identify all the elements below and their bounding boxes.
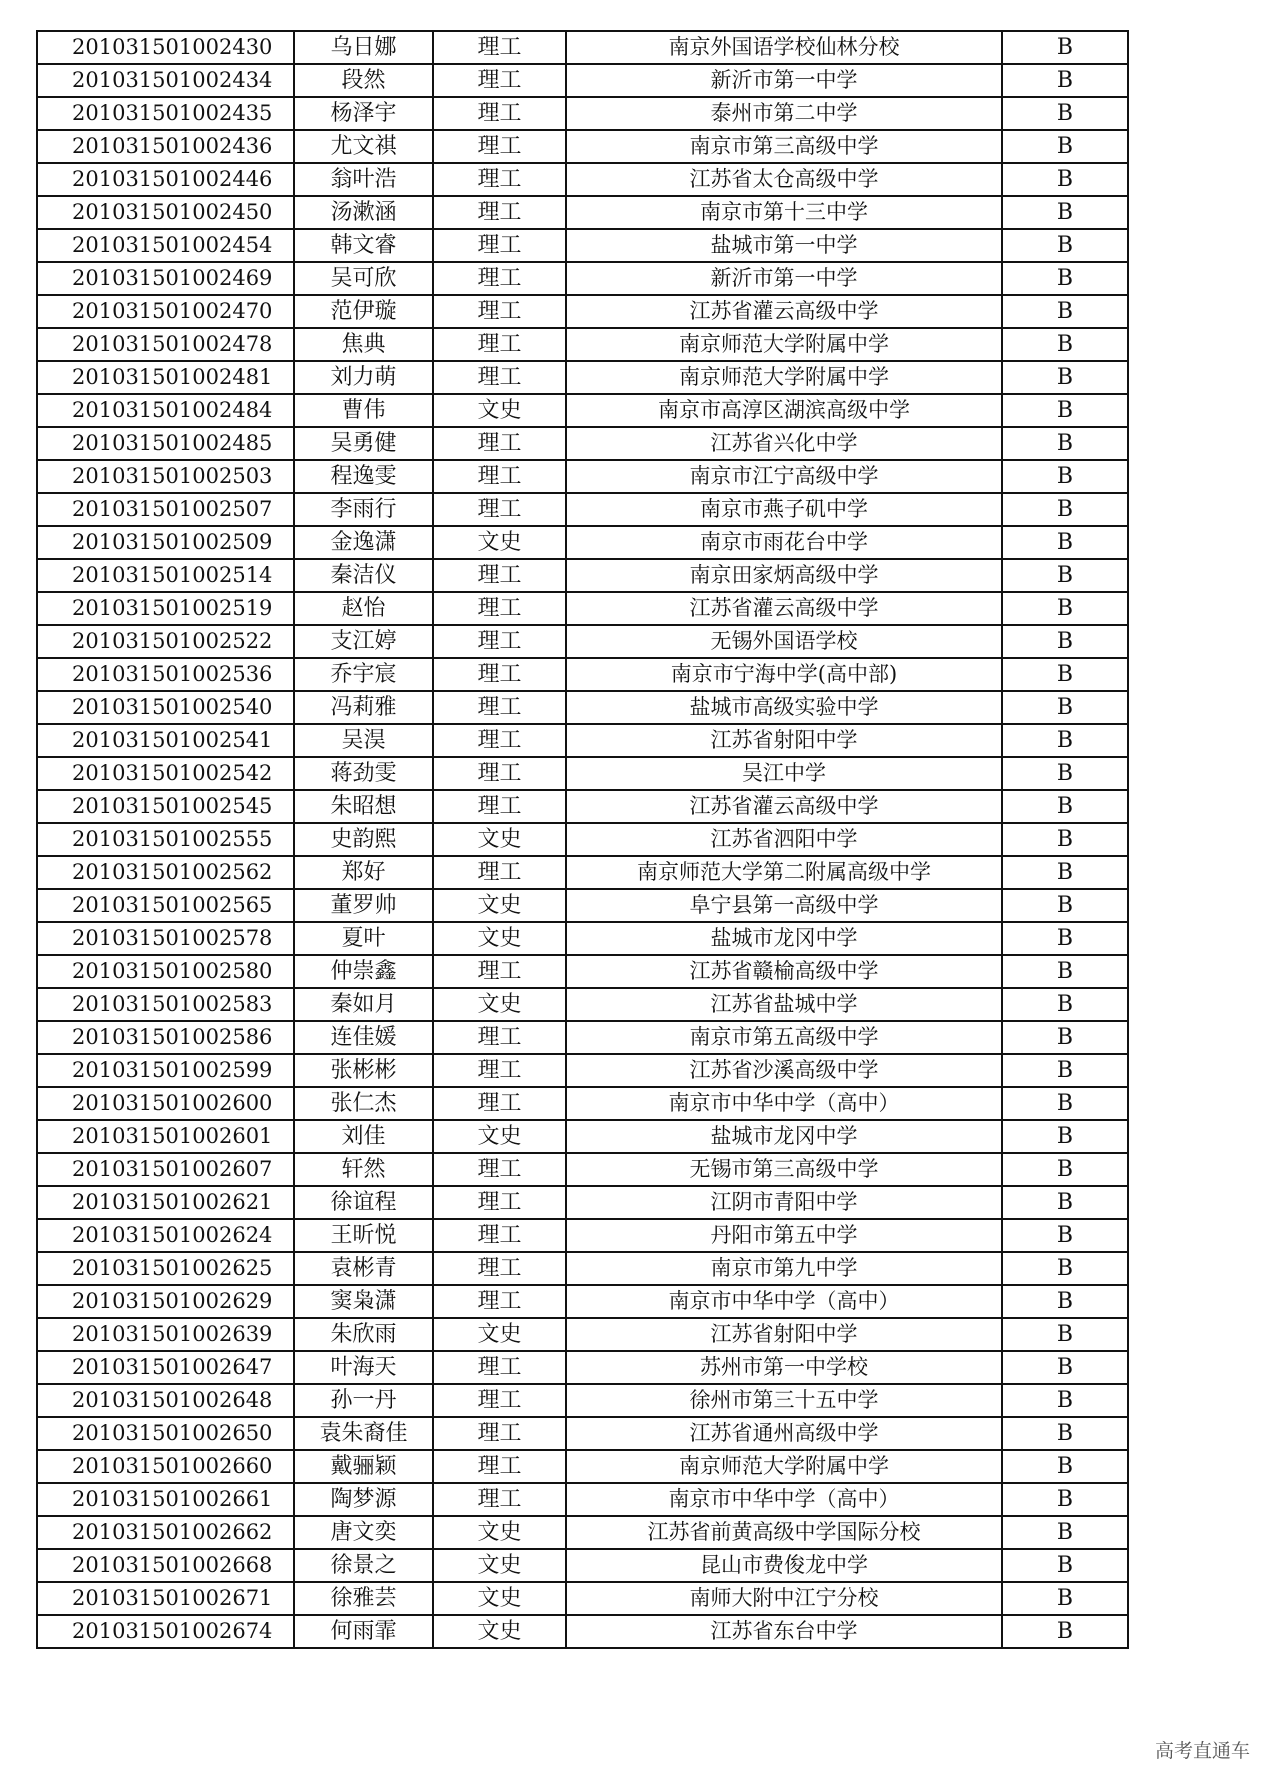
student-id-cell: 201031501002600 [37, 1087, 294, 1120]
school-name-cell: 南京师范大学附属中学 [566, 1450, 1002, 1483]
student-id-cell: 201031501002660 [37, 1450, 294, 1483]
school-name-cell: 江苏省前黄高级中学国际分校 [566, 1516, 1002, 1549]
table-row [37, 196, 1128, 229]
student-name-cell: 程逸雯 [294, 460, 433, 493]
subject-category-cell: 文史 [433, 1549, 566, 1582]
student-id-cell: 201031501002629 [37, 1285, 294, 1318]
grade-cell: B [1002, 1186, 1128, 1219]
table-row [37, 163, 1128, 196]
school-name-cell: 江苏省射阳中学 [566, 724, 1002, 757]
subject-category-cell: 理工 [433, 757, 566, 790]
grade-cell: B [1002, 1318, 1128, 1351]
grade-cell: B [1002, 559, 1128, 592]
grade-cell: B [1002, 1153, 1128, 1186]
grade-cell: B [1002, 295, 1128, 328]
grade-cell: B [1002, 1483, 1128, 1516]
student-name-cell: 段然 [294, 64, 433, 97]
student-name-cell: 焦典 [294, 328, 433, 361]
student-name-cell: 轩然 [294, 1153, 433, 1186]
student-id-cell: 201031501002601 [37, 1120, 294, 1153]
student-name-cell: 连佳媛 [294, 1021, 433, 1054]
subject-category-cell: 理工 [433, 361, 566, 394]
school-name-cell: 南京市中华中学（高中） [566, 1087, 1002, 1120]
student-id-cell: 201031501002540 [37, 691, 294, 724]
student-name-cell: 李雨行 [294, 493, 433, 526]
school-name-cell: 南师大附中江宁分校 [566, 1582, 1002, 1615]
student-id-cell: 201031501002484 [37, 394, 294, 427]
student-id-cell: 201031501002555 [37, 823, 294, 856]
student-id-cell: 201031501002507 [37, 493, 294, 526]
grade-cell: B [1002, 1285, 1128, 1318]
table-row [37, 328, 1128, 361]
school-name-cell: 丹阳市第五中学 [566, 1219, 1002, 1252]
student-name-cell: 翁叶浩 [294, 163, 433, 196]
school-name-cell: 南京市燕子矶中学 [566, 493, 1002, 526]
subject-category-cell: 理工 [433, 295, 566, 328]
grade-cell: B [1002, 1219, 1128, 1252]
student-name-cell: 徐谊程 [294, 1186, 433, 1219]
grade-cell: B [1002, 493, 1128, 526]
grade-cell: B [1002, 163, 1128, 196]
table-row [37, 1384, 1128, 1417]
grade-cell: B [1002, 955, 1128, 988]
grade-cell: B [1002, 658, 1128, 691]
student-id-cell: 201031501002430 [37, 31, 294, 64]
table-row [37, 130, 1128, 163]
school-name-cell: 盐城市龙冈中学 [566, 1120, 1002, 1153]
table-row [37, 1351, 1128, 1384]
subject-category-cell: 理工 [433, 1450, 566, 1483]
grade-cell: B [1002, 922, 1128, 955]
school-name-cell: 江苏省东台中学 [566, 1615, 1002, 1648]
student-name-cell: 刘力萌 [294, 361, 433, 394]
subject-category-cell: 理工 [433, 1351, 566, 1384]
subject-category-cell: 理工 [433, 1087, 566, 1120]
subject-category-cell: 理工 [433, 31, 566, 64]
grade-cell: B [1002, 229, 1128, 262]
student-id-cell: 201031501002580 [37, 955, 294, 988]
subject-category-cell: 理工 [433, 658, 566, 691]
student-name-cell: 刘佳 [294, 1120, 433, 1153]
school-name-cell: 江苏省沙溪高级中学 [566, 1054, 1002, 1087]
table-row [37, 1450, 1128, 1483]
grade-cell: B [1002, 328, 1128, 361]
table-row [37, 757, 1128, 790]
subject-category-cell: 理工 [433, 1417, 566, 1450]
table-row [37, 394, 1128, 427]
grade-cell: B [1002, 1351, 1128, 1384]
subject-category-cell: 理工 [433, 1285, 566, 1318]
school-name-cell: 南京师范大学附属中学 [566, 328, 1002, 361]
school-name-cell: 无锡外国语学校 [566, 625, 1002, 658]
student-name-cell: 蒋劲雯 [294, 757, 433, 790]
grade-cell: B [1002, 262, 1128, 295]
grade-cell: B [1002, 427, 1128, 460]
student-name-cell: 吴勇健 [294, 427, 433, 460]
student-id-cell: 201031501002541 [37, 724, 294, 757]
school-name-cell: 南京师范大学第二附属高级中学 [566, 856, 1002, 889]
table-row [37, 1252, 1128, 1285]
student-id-cell: 201031501002509 [37, 526, 294, 559]
watermark-text: 高考直通车 [1154, 1740, 1250, 1762]
school-name-cell: 江苏省灌云高级中学 [566, 790, 1002, 823]
student-id-cell: 201031501002624 [37, 1219, 294, 1252]
table-row [37, 1087, 1128, 1120]
grade-cell: B [1002, 361, 1128, 394]
grade-cell: B [1002, 889, 1128, 922]
student-name-cell: 戴骊颖 [294, 1450, 433, 1483]
subject-category-cell: 理工 [433, 1252, 566, 1285]
grade-cell: B [1002, 1384, 1128, 1417]
student-id-cell: 201031501002668 [37, 1549, 294, 1582]
grade-cell: B [1002, 1120, 1128, 1153]
table-row [37, 1186, 1128, 1219]
school-name-cell: 南京市中华中学（高中） [566, 1483, 1002, 1516]
student-id-cell: 201031501002586 [37, 1021, 294, 1054]
subject-category-cell: 文史 [433, 1516, 566, 1549]
table-row [37, 1153, 1128, 1186]
grade-cell: B [1002, 526, 1128, 559]
table-row [37, 1054, 1128, 1087]
student-name-cell: 韩文睿 [294, 229, 433, 262]
table-row [37, 790, 1128, 823]
subject-category-cell: 理工 [433, 1153, 566, 1186]
subject-category-cell: 理工 [433, 592, 566, 625]
school-name-cell: 南京市第五高级中学 [566, 1021, 1002, 1054]
table-row [37, 1549, 1128, 1582]
student-name-cell: 曹伟 [294, 394, 433, 427]
student-name-cell: 杨泽宇 [294, 97, 433, 130]
grade-cell: B [1002, 724, 1128, 757]
grade-cell: B [1002, 988, 1128, 1021]
table-row [37, 889, 1128, 922]
table-row [37, 625, 1128, 658]
school-name-cell: 南京市中华中学（高中） [566, 1285, 1002, 1318]
subject-category-cell: 理工 [433, 1219, 566, 1252]
student-id-cell: 201031501002599 [37, 1054, 294, 1087]
student-name-cell: 朱欣雨 [294, 1318, 433, 1351]
school-name-cell: 盐城市第一中学 [566, 229, 1002, 262]
school-name-cell: 无锡市第三高级中学 [566, 1153, 1002, 1186]
subject-category-cell: 文史 [433, 1582, 566, 1615]
grade-cell: B [1002, 1516, 1128, 1549]
subject-category-cell: 文史 [433, 889, 566, 922]
table-row [37, 592, 1128, 625]
student-id-cell: 201031501002522 [37, 625, 294, 658]
student-name-cell: 夏叶 [294, 922, 433, 955]
table-row [37, 559, 1128, 592]
grade-cell: B [1002, 1021, 1128, 1054]
subject-category-cell: 文史 [433, 1615, 566, 1648]
table-row [37, 1615, 1128, 1648]
subject-category-cell: 理工 [433, 493, 566, 526]
table-row [37, 97, 1128, 130]
student-name-cell: 郑好 [294, 856, 433, 889]
student-id-cell: 201031501002469 [37, 262, 294, 295]
table-row [37, 1582, 1128, 1615]
table-row [37, 955, 1128, 988]
subject-category-cell: 文史 [433, 526, 566, 559]
subject-category-cell: 理工 [433, 724, 566, 757]
student-name-cell: 吴淏 [294, 724, 433, 757]
grade-cell: B [1002, 394, 1128, 427]
school-name-cell: 南京市第十三中学 [566, 196, 1002, 229]
school-name-cell: 江苏省泗阳中学 [566, 823, 1002, 856]
school-name-cell: 江阴市青阳中学 [566, 1186, 1002, 1219]
table-row [37, 988, 1128, 1021]
school-name-cell: 苏州市第一中学校 [566, 1351, 1002, 1384]
subject-category-cell: 理工 [433, 229, 566, 262]
grade-cell: B [1002, 460, 1128, 493]
subject-category-cell: 理工 [433, 1186, 566, 1219]
grade-cell: B [1002, 1417, 1128, 1450]
student-name-cell: 窦枭潇 [294, 1285, 433, 1318]
student-name-cell: 张彬彬 [294, 1054, 433, 1087]
student-id-cell: 201031501002565 [37, 889, 294, 922]
subject-category-cell: 理工 [433, 328, 566, 361]
student-name-cell: 董罗帅 [294, 889, 433, 922]
student-name-cell: 唐文奕 [294, 1516, 433, 1549]
student-id-cell: 201031501002621 [37, 1186, 294, 1219]
student-id-cell: 201031501002650 [37, 1417, 294, 1450]
student-id-cell: 201031501002536 [37, 658, 294, 691]
student-id-cell: 201031501002562 [37, 856, 294, 889]
table-row [37, 1285, 1128, 1318]
school-name-cell: 江苏省灌云高级中学 [566, 592, 1002, 625]
student-id-cell: 201031501002450 [37, 196, 294, 229]
grade-cell: B [1002, 790, 1128, 823]
grade-cell: B [1002, 1054, 1128, 1087]
school-name-cell: 南京田家炳高级中学 [566, 559, 1002, 592]
student-name-cell: 张仁杰 [294, 1087, 433, 1120]
student-id-cell: 201031501002434 [37, 64, 294, 97]
school-name-cell: 吴江中学 [566, 757, 1002, 790]
school-name-cell: 南京师范大学附属中学 [566, 361, 1002, 394]
school-name-cell: 江苏省灌云高级中学 [566, 295, 1002, 328]
student-id-cell: 201031501002545 [37, 790, 294, 823]
table-row [37, 262, 1128, 295]
student-name-cell: 赵怡 [294, 592, 433, 625]
grade-cell: B [1002, 130, 1128, 163]
grade-cell: B [1002, 196, 1128, 229]
table-row [37, 1516, 1128, 1549]
student-name-cell: 仲崇鑫 [294, 955, 433, 988]
table-row [37, 922, 1128, 955]
student-id-cell: 201031501002514 [37, 559, 294, 592]
student-id-cell: 201031501002647 [37, 1351, 294, 1384]
grade-cell: B [1002, 757, 1128, 790]
school-name-cell: 江苏省太仓高级中学 [566, 163, 1002, 196]
grade-cell: B [1002, 31, 1128, 64]
school-name-cell: 阜宁县第一高级中学 [566, 889, 1002, 922]
student-name-cell: 汤漱涵 [294, 196, 433, 229]
subject-category-cell: 文史 [433, 394, 566, 427]
student-id-cell: 201031501002542 [37, 757, 294, 790]
subject-category-cell: 理工 [433, 460, 566, 493]
subject-category-cell: 理工 [433, 64, 566, 97]
school-name-cell: 南京市江宁高级中学 [566, 460, 1002, 493]
subject-category-cell: 理工 [433, 427, 566, 460]
student-id-cell: 201031501002485 [37, 427, 294, 460]
student-name-cell: 朱昭想 [294, 790, 433, 823]
subject-category-cell: 文史 [433, 823, 566, 856]
grade-cell: B [1002, 1615, 1128, 1648]
student-id-cell: 201031501002671 [37, 1582, 294, 1615]
student-id-cell: 201031501002583 [37, 988, 294, 1021]
student-id-cell: 201031501002519 [37, 592, 294, 625]
student-id-cell: 201031501002625 [37, 1252, 294, 1285]
student-name-cell: 秦如月 [294, 988, 433, 1021]
student-id-cell: 201031501002435 [37, 97, 294, 130]
table-row [37, 460, 1128, 493]
table-row [37, 1021, 1128, 1054]
table-row [37, 658, 1128, 691]
school-name-cell: 江苏省盐城中学 [566, 988, 1002, 1021]
subject-category-cell: 文史 [433, 1120, 566, 1153]
subject-category-cell: 文史 [433, 988, 566, 1021]
grade-cell: B [1002, 691, 1128, 724]
student-list-table [36, 30, 1129, 1649]
table-row [37, 1120, 1128, 1153]
student-name-cell: 史韵熙 [294, 823, 433, 856]
student-name-cell: 袁彬青 [294, 1252, 433, 1285]
school-name-cell: 徐州市第三十五中学 [566, 1384, 1002, 1417]
table-row [37, 856, 1128, 889]
subject-category-cell: 理工 [433, 559, 566, 592]
student-name-cell: 冯莉雅 [294, 691, 433, 724]
subject-category-cell: 理工 [433, 856, 566, 889]
table-row [37, 526, 1128, 559]
table-row [37, 823, 1128, 856]
grade-cell: B [1002, 64, 1128, 97]
school-name-cell: 南京市第九中学 [566, 1252, 1002, 1285]
grade-cell: B [1002, 823, 1128, 856]
student-name-cell: 金逸潇 [294, 526, 433, 559]
subject-category-cell: 理工 [433, 1483, 566, 1516]
student-id-cell: 201031501002674 [37, 1615, 294, 1648]
grade-cell: B [1002, 856, 1128, 889]
table-row [37, 31, 1128, 64]
school-name-cell: 新沂市第一中学 [566, 262, 1002, 295]
school-name-cell: 盐城市高级实验中学 [566, 691, 1002, 724]
student-id-cell: 201031501002607 [37, 1153, 294, 1186]
table-row [37, 427, 1128, 460]
school-name-cell: 南京市高淳区湖滨高级中学 [566, 394, 1002, 427]
student-id-cell: 201031501002446 [37, 163, 294, 196]
subject-category-cell: 文史 [433, 1318, 566, 1351]
table-row [37, 64, 1128, 97]
subject-category-cell: 文史 [433, 922, 566, 955]
table-row [37, 295, 1128, 328]
student-id-cell: 201031501002661 [37, 1483, 294, 1516]
student-id-cell: 201031501002481 [37, 361, 294, 394]
student-id-cell: 201031501002454 [37, 229, 294, 262]
student-name-cell: 乔宇宸 [294, 658, 433, 691]
school-name-cell: 昆山市费俊龙中学 [566, 1549, 1002, 1582]
student-name-cell: 秦洁仪 [294, 559, 433, 592]
school-name-cell: 江苏省射阳中学 [566, 1318, 1002, 1351]
table-row [37, 229, 1128, 262]
student-name-cell: 何雨霏 [294, 1615, 433, 1648]
table-row [37, 724, 1128, 757]
student-id-cell: 201031501002478 [37, 328, 294, 361]
school-name-cell: 南京市雨花台中学 [566, 526, 1002, 559]
student-id-cell: 201031501002470 [37, 295, 294, 328]
table-row [37, 1219, 1128, 1252]
subject-category-cell: 理工 [433, 1021, 566, 1054]
subject-category-cell: 理工 [433, 625, 566, 658]
subject-category-cell: 理工 [433, 955, 566, 988]
grade-cell: B [1002, 1582, 1128, 1615]
subject-category-cell: 理工 [433, 97, 566, 130]
student-name-cell: 叶海天 [294, 1351, 433, 1384]
grade-cell: B [1002, 1549, 1128, 1582]
student-name-cell: 陶梦源 [294, 1483, 433, 1516]
school-name-cell: 南京外国语学校仙林分校 [566, 31, 1002, 64]
school-name-cell: 江苏省通州高级中学 [566, 1417, 1002, 1450]
school-name-cell: 盐城市龙冈中学 [566, 922, 1002, 955]
student-name-cell: 王昕悦 [294, 1219, 433, 1252]
school-name-cell: 江苏省赣榆高级中学 [566, 955, 1002, 988]
school-name-cell: 南京市宁海中学(高中部) [566, 658, 1002, 691]
student-id-cell: 201031501002436 [37, 130, 294, 163]
grade-cell: B [1002, 97, 1128, 130]
subject-category-cell: 理工 [433, 163, 566, 196]
grade-cell: B [1002, 1252, 1128, 1285]
student-name-cell: 乌日娜 [294, 31, 433, 64]
student-name-cell: 孙一丹 [294, 1384, 433, 1417]
student-name-cell: 袁朱裔佳 [294, 1417, 433, 1450]
student-name-cell: 范伊璇 [294, 295, 433, 328]
grade-cell: B [1002, 625, 1128, 658]
school-name-cell: 江苏省兴化中学 [566, 427, 1002, 460]
table-row [37, 1417, 1128, 1450]
table-row [37, 361, 1128, 394]
subject-category-cell: 理工 [433, 196, 566, 229]
student-id-cell: 201031501002648 [37, 1384, 294, 1417]
table-row [37, 691, 1128, 724]
subject-category-cell: 理工 [433, 262, 566, 295]
student-id-cell: 201031501002662 [37, 1516, 294, 1549]
student-name-cell: 徐景之 [294, 1549, 433, 1582]
grade-cell: B [1002, 1087, 1128, 1120]
subject-category-cell: 理工 [433, 130, 566, 163]
school-name-cell: 南京市第三高级中学 [566, 130, 1002, 163]
student-name-cell: 吴可欣 [294, 262, 433, 295]
subject-category-cell: 理工 [433, 691, 566, 724]
student-id-cell: 201031501002503 [37, 460, 294, 493]
table-row [37, 493, 1128, 526]
subject-category-cell: 理工 [433, 1384, 566, 1417]
school-name-cell: 泰州市第二中学 [566, 97, 1002, 130]
grade-cell: B [1002, 1450, 1128, 1483]
school-name-cell: 新沂市第一中学 [566, 64, 1002, 97]
table-row [37, 1483, 1128, 1516]
student-id-cell: 201031501002578 [37, 922, 294, 955]
student-name-cell: 尤文祺 [294, 130, 433, 163]
student-id-cell: 201031501002639 [37, 1318, 294, 1351]
table-row [37, 1318, 1128, 1351]
subject-category-cell: 理工 [433, 790, 566, 823]
student-name-cell: 徐雅芸 [294, 1582, 433, 1615]
student-name-cell: 支江婷 [294, 625, 433, 658]
grade-cell: B [1002, 592, 1128, 625]
table-body [37, 31, 1128, 1648]
subject-category-cell: 理工 [433, 1054, 566, 1087]
